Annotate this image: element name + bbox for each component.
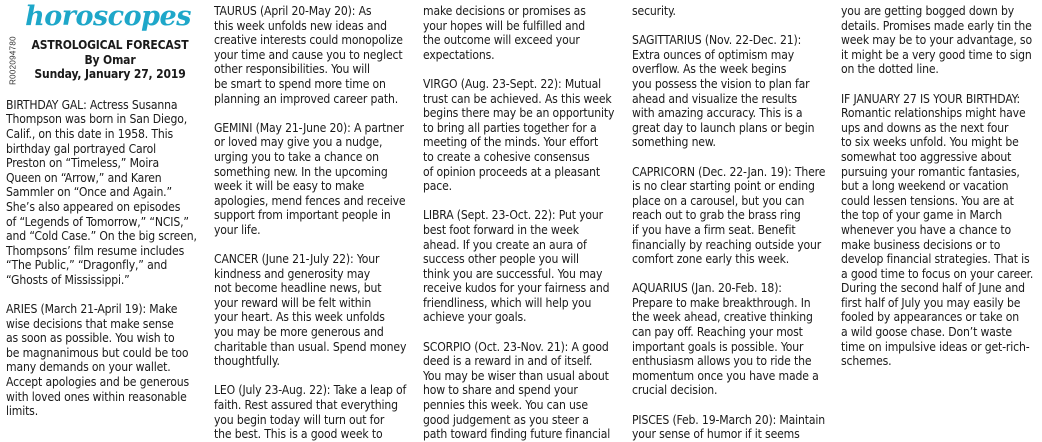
horoscope-pisces-part2: you are getting bogged down by details. Promises made early tin the week may be to your advantage, so it might be a very good time to sign on the dotted line.	[841, 4, 1032, 77]
column-3	[423, 4, 620, 442]
horoscope-aries: ARIES (March 21-April 19): Make wise decisions that make sense as soon as possible. You wish to be magnanimous but could be too many demands on your wallet. Accept apologies and be generous with loved ones within reasonable limits.	[6, 302, 189, 419]
horoscope-virgo: VIRGO (Aug. 23-Sept. 22): Mutual trust can be achieved. As this week begins there may be an opportunity to bring all parties together for a meeting of the minds. Your effort to create a cohesive consensus of opinion proceeds at a pleasant pace.	[423, 76, 615, 194]
horoscope-scorpio-part1: SCORPIO (Oct. 23-Nov. 21): A good deed is a reward in and of itself. You may be wiser than usual about how to share and spend your pennies this week. You can use good judgement as you steer a path toward finding future financial	[423, 339, 611, 442]
horoscope-cancer: CANCER (June 21-July 22): Your kindness and generosity may not become headline news, but your reward will be felt within your heart. As this week unfolds you may be more generous and charitable than usual. Spend money thoughtfully.	[214, 252, 407, 369]
horoscope-pisces-part1: PISCES (Feb. 19-March 20): Maintain your sense of humor if it seems	[632, 412, 826, 442]
column-2	[214, 4, 410, 442]
horoscope-capricorn: CAPRICORN (Dec. 22-Jan. 19): There is no clear starting point or ending place on a carousel, but you can reach out to grab the brass ring if you have a firm seat. Benefit financially by reaching outside your comfort zone early this week.	[632, 164, 826, 267]
masthead-title: horoscopes	[25, 1, 191, 32]
birthday-forecast: IF JANUARY 27 IS YOUR BIRTHDAY: Romantic relationships might have ups and downs as the next four to six weeks unfold. You might be somewhat too aggressive about pursuing your romantic fantasies, but a long weekend or vacation could lessen tensions. You are at the top of your game in March whenever you have a chance to make business decisions or to develop financial strategies. That is a good time to focus on your career. During the second half of June and first half of July you may easily be fooled by appearances or take on a wild goose chase. Don’t waste time on impulsive ideas or get-rich- schemes.	[841, 91, 1034, 369]
horoscope-libra: LIBRA (Sept. 23-Oct. 22): Put your best foot forward in the week ahead. If you create an aura of success other people you will think you are successful. You may receive kudos for your fairness and friendliness, which will help you achieve your goals.	[423, 208, 610, 325]
dateline: Sunday, January 27, 2019	[34, 67, 186, 82]
horoscope-taurus: TAURUS (April 20-May 20): As this week unfolds new ideas and creative interests could monopolize your time and cause you to neglect other responsibilities. You will be smart to spend more time on planning an improved career path.	[214, 4, 403, 106]
column-1	[6, 1, 202, 429]
horoscope-gemini: GEMINI (May 21-June 20): A partner or loved may give you a nudge, urging you to take a chance on something new. In the upcoming week it will be easy to make apologies, mend fences and receive support from important people in your life.	[214, 120, 406, 237]
horoscope-scorpio-part2: security.	[632, 4, 676, 18]
horoscope-sagittarius: SAGITTARIUS (Nov. 22-Dec. 21): Extra ounces of optimism may overflow. As the week begins you possess the vision to plan far ahead and visualize the results with amazing accuracy. This is a great day to launch plans or begin something new.	[632, 33, 815, 150]
sidebar-code: R002094780	[8, 36, 18, 85]
horoscope-aquarius: AQUARIUS (Jan. 20-Feb. 18): Prepare to make breakthrough. In the week ahead, creative thinking can pay off. Reaching your most important goals is possible. Your enthusiasm allows you to ride the momentum once you have made a crucial decision.	[632, 281, 819, 398]
column-4	[632, 4, 830, 442]
horoscope-leo-part2: make decisions or promises as your hopes will be fulfilled and the outcome will exceed your expectations.	[423, 4, 586, 62]
horoscope-leo-part1: LEO (July 23-Aug. 22): Take a leap of faith. Rest assured that everything you begin today will turn out for the best. This is a good week to	[214, 383, 407, 442]
byline: By Omar	[84, 52, 136, 67]
column-5	[841, 4, 1037, 429]
forecast-subhead	[18, 38, 202, 82]
birthday-gal-paragraph: BIRTHDAY GAL: Actress Susanna Thompson was born in San Diego, Calif., on this date in 1958. This birthday gal portrayed Carol Preston on “Timeless,” Moira Queen on “Arrow,” and Karen Sammler on “Once and Again.” She’s also appeared on episodes of “Legends of Tomorrow,” “NCIS,” and “Cold Case.” On the big screen, Thompsons’ film resume includes “The Public,” “Dragonfly,” and “Ghosts of Mississippi.”	[6, 97, 197, 287]
forecast-title: ASTROLOGICAL FORECAST	[31, 38, 189, 52]
